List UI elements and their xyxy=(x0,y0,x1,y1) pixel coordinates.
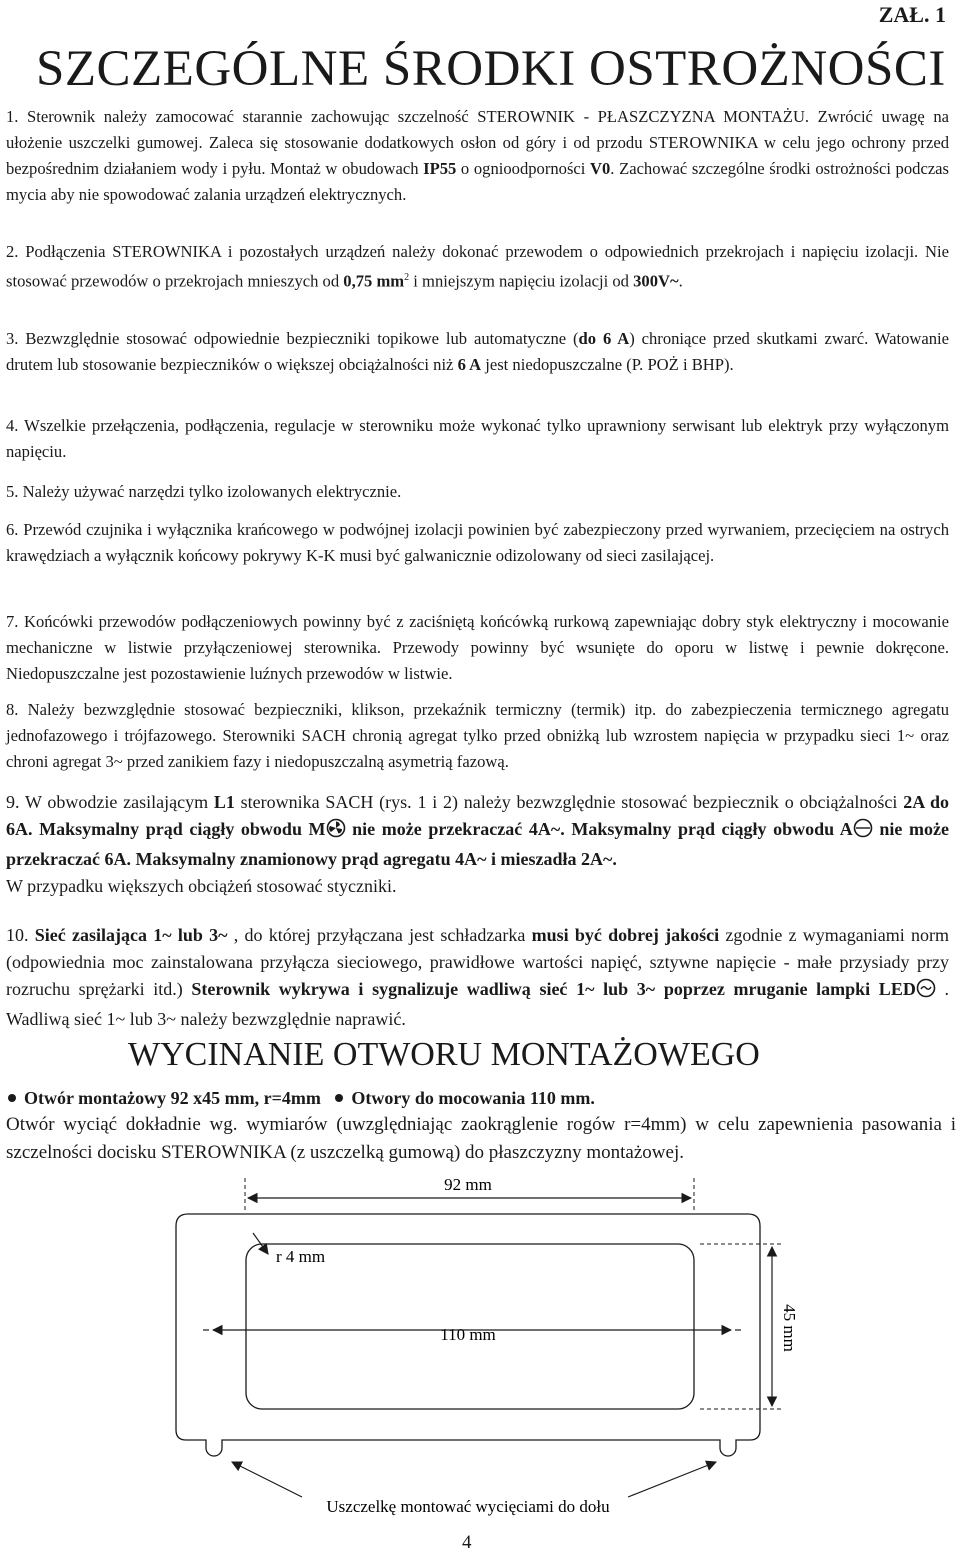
paragraph-6: 6. Przewód czujnika i wyłącznika krańcowego w podwójnej izolacji powinien być zabezpieczony przed wyrwaniem, przecięciem na ostrych krawędziach a wyłącznik końcowy pokrywy K-K musi być galwanicznie odizolowany od sieci zasilającej. xyxy=(6,520,949,565)
gasket-note: Uszczelkę montować wycięciami do dołu xyxy=(326,1497,610,1516)
p3-text-c: ) chroniące przed skutkami zwarć. Watowanie drutem lub stosowanie bezpieczników o większej obciążalności niż xyxy=(6,329,950,374)
p10-detection: Sterownik wykrywa i sygnalizuje wadliwą sieć 1~ lub 3~ poprzez mruganie lampki LED xyxy=(191,979,916,999)
cut-instructions: Otwór wyciąć dokładnie wg. wymiarów (uwzględniając zaokrąglenie rogów r=4mm) w celu zapewnienia pasowania i szczelności docisku STEROWNIKA (z uszczelką gumową) do płaszczyzny montażowej. xyxy=(6,1114,956,1163)
p9-text-a: 9. W obwodzie zasilającym xyxy=(6,792,214,812)
holes-label: 110 mm xyxy=(440,1325,496,1344)
p2-voltage: 300V~ xyxy=(633,271,679,291)
radius-label: r 4 mm xyxy=(276,1247,326,1266)
paragraph-8: 8. Należy bezwzględnie stosować bezpieczniki, klikson, przekaźnik termiczny (termik) itp. do zabezpieczenia termicznego agregatu jednofazowego i trójfazowego. Sterowniki SACH chronią agregat tylko przed obniżką lub wzrostem napięcia w przypadku sieci 1~ oraz chroni agregat 3~ przed zanikiem fazy i niedopuszczalną asymetrią fazową. xyxy=(6,700,949,771)
section-title: WYCINANIE OTWORU MONTAŻOWEGO xyxy=(128,1036,760,1073)
paragraph-10 xyxy=(6,922,949,1033)
p2-text-a: 2. Podłączenia STEROWNIKA i pozostałych urządzeń należy dokonać przewodem o odpowiednich przekrojach i napięciu izolacji. Nie stosować przewodów o przekrojach mnieszych od xyxy=(6,242,949,291)
p10-text-c: , do której przyłączana jest schładzarka xyxy=(227,925,532,945)
p10-text-a: 10. xyxy=(6,925,35,945)
p1-text-a: 1. Sterownik należy zamocować starannie zachowując szczelność STEROWNIK - PŁASZCZYZNA MONTAŻU. Zwrócić uwagę na ułożenie uszczelki gumowej. Zaleca się stosowanie dodatkowych osłon od góry i od przodu STEROWNIKA w celu jego ochrony przed bezpośrednim działaniem wody i pyłu. Montaż w obudowach xyxy=(6,107,949,178)
p3-text-a: 3. Bezwzględnie stosować odpowiednie bezpieczniki topikowe lub automatyczne ( xyxy=(6,329,579,348)
bullet-dot xyxy=(8,1094,16,1102)
p2-superscript: 2 xyxy=(404,272,410,283)
bullet-1: Otwór montażowy 92 x45 mm, r=4mm xyxy=(24,1088,321,1108)
p9-text-f: nie może przekraczać 4A~. Maksymalny prąd ciągły obwodu A xyxy=(345,819,853,839)
paragraph-4: 4. Wszelkie przełączenia, podłączenia, regulacje w sterowniku może wykonać tylko uprawniony serwisant lub elektryk przy wyłączonym napięciu. xyxy=(6,416,949,461)
p1-text-c: o ognioodporności xyxy=(456,159,591,178)
bullet-line xyxy=(6,1088,595,1109)
paragraph-2 xyxy=(6,239,949,295)
p10-quality: musi być dobrej jakości xyxy=(531,925,720,945)
p10-network: Sieć zasilająca 1~ lub 3~ xyxy=(34,925,228,945)
paragraph-5: 5. Należy używać narzędzi tylko izolowanych elektrycznie. xyxy=(6,482,402,501)
p10-text-e: zgodnie z wymaganiami norm (odpowiednia moc zainstalowana przyłącza sieciowego, prawidłowe wartości napięć, sztywne napięcie - małe przysiady przy rozruchu sprężarki itd.) xyxy=(6,925,950,999)
p9-fuse-range: 2A do 6A xyxy=(6,792,949,839)
p2-text-c: i mniejszym napięciu izolacji od xyxy=(409,271,634,291)
p3-fuse-max: 6 A xyxy=(457,355,482,374)
width-label: 92 mm xyxy=(444,1175,492,1194)
attachment-label: ZAŁ. 1 xyxy=(878,2,946,27)
p9-text-h: W przypadku większych obciążeń stosować styczniki. xyxy=(6,876,397,896)
p3-text-e: jest niedopuszczalne (P. POŻ i BHP). xyxy=(481,355,734,374)
fan-icon xyxy=(326,818,346,846)
page-title: SZCZEGÓLNE ŚRODKI OSTROŻNOŚCI xyxy=(36,41,946,97)
p9-text-e: . Maksymalny prąd ciągły obwodu M xyxy=(28,819,326,839)
bullet-2: Otwory do mocowania 110 mm. xyxy=(351,1088,595,1108)
p9-l1: L1 xyxy=(213,792,235,812)
height-label: 45 mm xyxy=(780,1304,799,1352)
paragraph-9 xyxy=(6,789,949,900)
p9-text-g: nie może przekraczać 6A. Maksymalny znamionowy prąd agregatu 4A~ i mieszadła 2A~. xyxy=(6,819,949,869)
p3-fuse-limit: do 6 A xyxy=(578,329,630,348)
p10-text-g: . Wadliwą sieć 1~ lub 3~ należy bezwzględnie naprawić. xyxy=(6,979,949,1029)
bullet-dot xyxy=(335,1094,343,1102)
p2-cross-section: 0,75 mm xyxy=(343,271,405,291)
circle-icon xyxy=(853,818,873,846)
paragraph-1 xyxy=(6,104,949,208)
tilde-circle-icon xyxy=(916,978,936,1006)
cutout-diagram xyxy=(0,1168,960,1528)
p1-ip55: IP55 xyxy=(423,159,457,178)
p2-text-e: . xyxy=(678,271,683,291)
p1-text-e: . Zachować szczególne środki ostrożności podczas mycia aby nie spowodować zalania urządzeń elektrycznych. xyxy=(6,159,950,204)
p1-v0: V0 xyxy=(590,159,611,178)
p9-text-c: sterownika SACH (rys. 1 i 2) należy bezwzględnie stosować bezpiecznik o obciążalności xyxy=(234,792,904,812)
page-number: 4 xyxy=(462,1532,472,1553)
paragraph-3 xyxy=(6,326,949,378)
paragraph-7: 7. Końcówki przewodów podłączeniowych powinny być z zaciśniętą końcówką rurkową zapewniając dobry styk elektryczny i mocowanie mechaniczne w listwie przyłączeniowej sterownika. Przewody powinny być wsunięte do oporu w listwę i pewnie dokręcone. Niedopuszczalne jest pozostawienie luźnych przewodów w listwie. xyxy=(6,612,949,683)
